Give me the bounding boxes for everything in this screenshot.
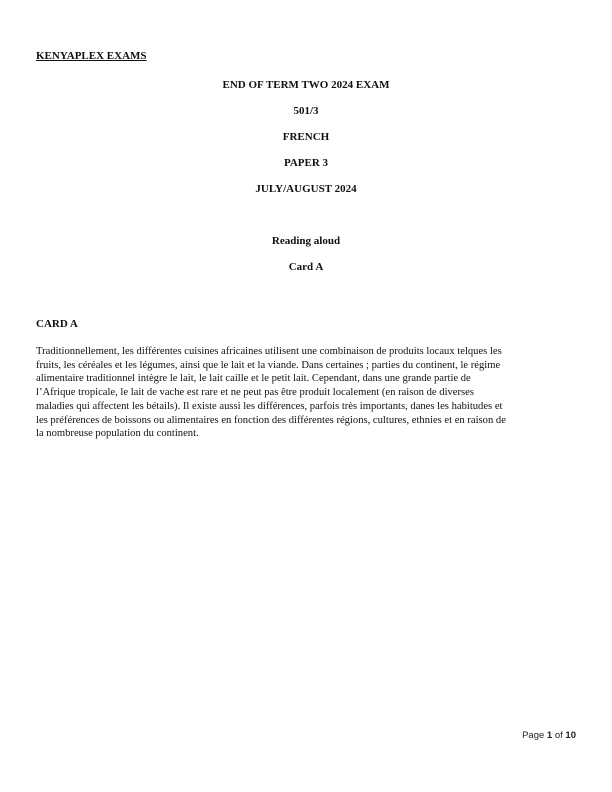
passage-line: les préférences de boissons ou alimentaires en fonction des différentes régions, cultures, ethnies et en raison de (36, 414, 506, 426)
passage-line: l’Afrique tropicale, le lait de vache est rare et ne peut pas être produit localement (en raison de diverses (36, 387, 474, 399)
exam-date: JULY/AUGUST 2024 (255, 183, 357, 195)
paper-number: PAPER 3 (283, 157, 329, 169)
of-label: of (554, 730, 563, 741)
passage-line: la nombreuse population du continent. (36, 428, 199, 440)
exam-title: END OF TERM TWO 2024 EXAM (222, 79, 390, 91)
page-total: 10 (565, 730, 576, 741)
passage-line: maladies qui affectent les bétails). Il existe aussi les différences, parfois très importants, danes les habitudes et (36, 400, 503, 412)
brand-heading: KENYAPLEX EXAMS (36, 50, 147, 62)
card-heading: CARD A (36, 318, 78, 330)
passage-line: fruits, les céréales et les légumes, ainsi que le lait et la viande. Dans certaines ; parties du continent, le régime (36, 359, 501, 371)
page-label: Page (522, 730, 545, 741)
section-title: Reading aloud (271, 235, 341, 247)
paper-code: 501/3 (293, 105, 319, 117)
passage-line: Traditionnellement, les différentes cuisines africaines utilisent une combinaison de produits locaux telques les (36, 346, 502, 357)
subject-title: FRENCH (282, 131, 330, 143)
page-current: 1 (546, 730, 553, 741)
page-number (522, 730, 576, 741)
passage-line: alimentaire traditionnel intègre le lait, le lait caille et le petit lait. Cependant, dans une grande partie de (36, 373, 471, 385)
card-subtitle: Card A (288, 261, 324, 273)
reading-passage (36, 345, 576, 441)
